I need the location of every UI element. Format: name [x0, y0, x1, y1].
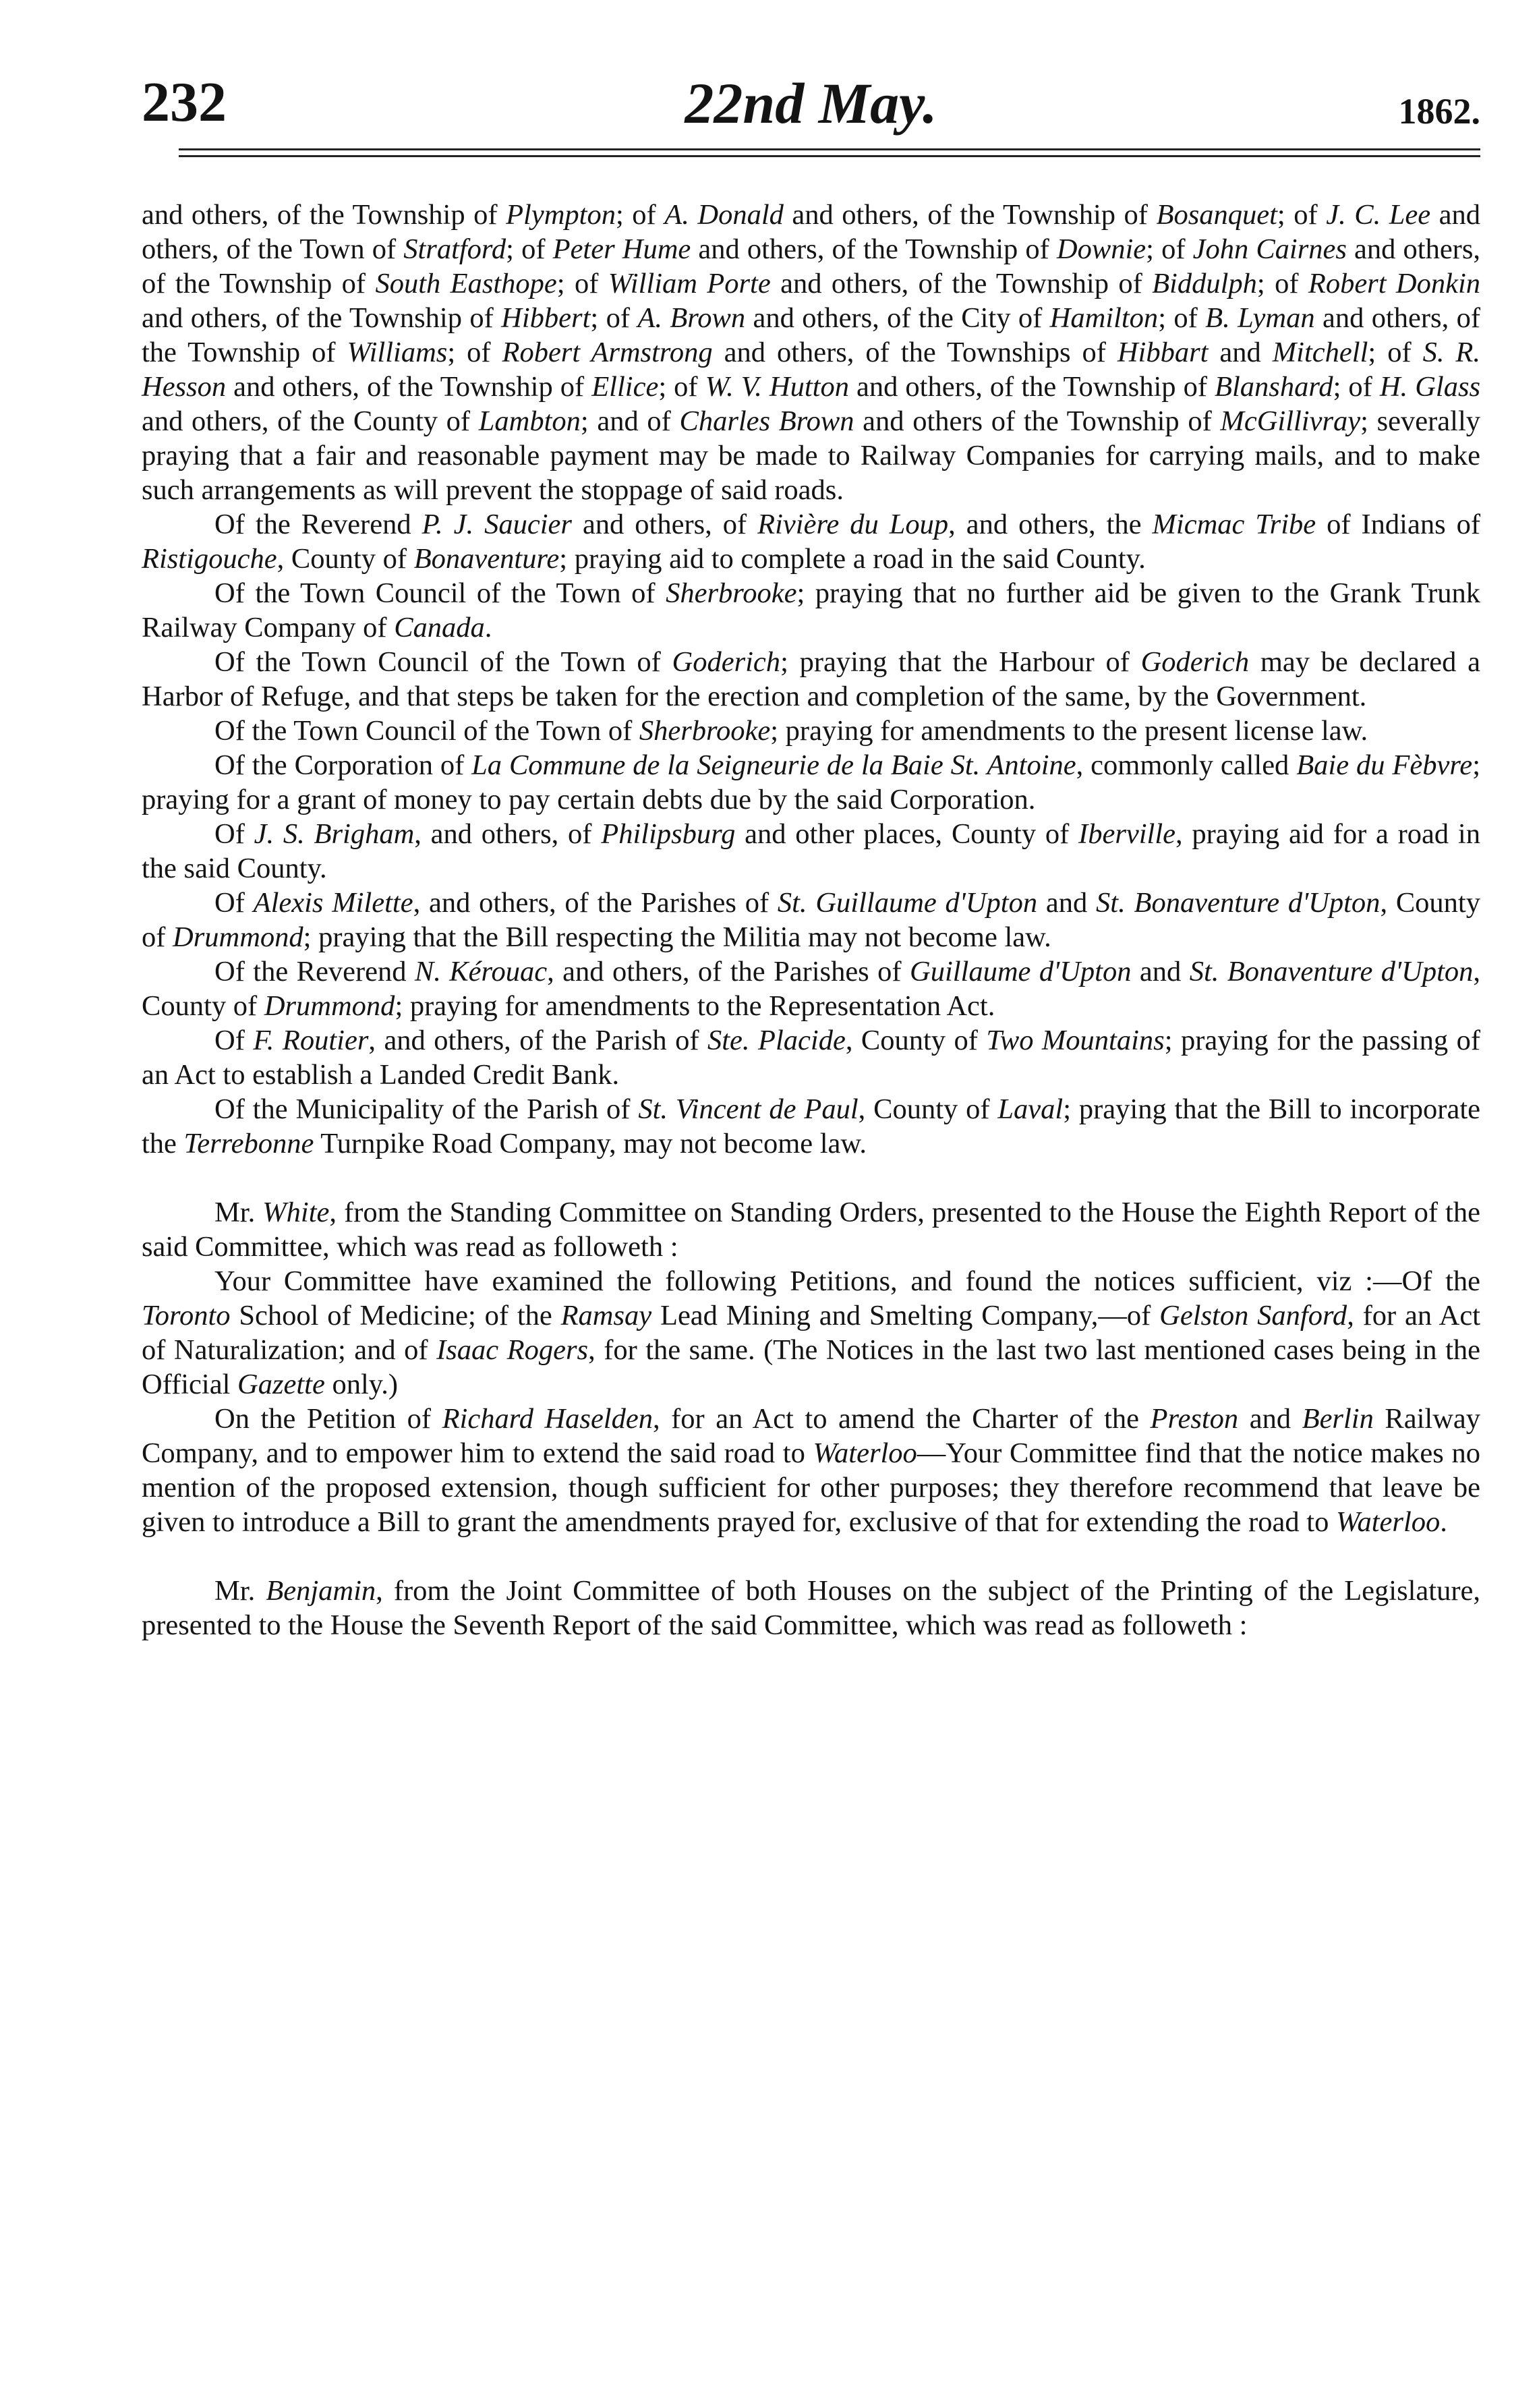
text-run: ; of: [1158, 302, 1206, 334]
text-run: and others, of the County of: [142, 405, 479, 437]
italic-run: Hamilton: [1049, 302, 1159, 334]
text-run: .: [1440, 1506, 1447, 1538]
text-run: Of the Corporation of: [214, 749, 472, 781]
running-year: 1862.: [1398, 91, 1480, 132]
italic-run: St. Bonaventure d'Upton: [1096, 887, 1381, 919]
text-run: , County of: [845, 1025, 987, 1056]
text-run: and others, of the Township of: [142, 302, 502, 334]
italic-run: Bonaventure: [413, 543, 560, 575]
italic-run: J. C. Lee: [1326, 199, 1431, 231]
text-run: ; of: [1256, 268, 1308, 299]
white-report-intro: [142, 1195, 1480, 1264]
text-run: may be declared a Harbor of Refuge, and that steps be taken for the erection and completion of the same, by the Government.: [142, 646, 1480, 712]
italic-run: Peter Hume: [552, 233, 691, 265]
text-run: Of the Reverend: [214, 509, 422, 540]
italic-run: Williams: [347, 337, 448, 368]
italic-run: St. Bonaventure d'Upton: [1189, 956, 1474, 987]
white-report-haselden: [142, 1402, 1480, 1539]
italic-run: F. Routier: [253, 1025, 369, 1056]
italic-run: Baie du Fèbvre: [1296, 749, 1473, 781]
italic-run: Blanshard: [1215, 371, 1333, 403]
text-run: ; praying for the passing of an Act to establish a Landed Credit Bank.: [142, 1025, 1480, 1091]
italic-run: Waterloo: [813, 1437, 917, 1469]
text-run: and others, of: [571, 509, 758, 540]
text-run: ; praying aid to complete a road in the said County.: [559, 543, 1146, 575]
italic-run: P. J. Saucier: [422, 509, 572, 540]
italic-run: W. V. Hutton: [705, 371, 849, 403]
text-run: ; praying that the Bill to incorporate the: [142, 1093, 1480, 1159]
italic-run: Robert Donkin: [1308, 268, 1481, 299]
italic-run: John Cairnes: [1192, 233, 1347, 265]
text-run: Of the Reverend: [214, 956, 415, 987]
text-run: , and others, of the Parish of: [368, 1025, 707, 1056]
text-run: , for an Act to amend the Charter of the: [652, 1403, 1151, 1435]
text-run: , praying aid for a road in the said County.: [142, 818, 1480, 884]
text-run: and others, of the Township of: [848, 371, 1215, 403]
text-run: Of: [214, 887, 254, 919]
italic-run: Downie: [1056, 233, 1146, 265]
page-header: [142, 71, 1480, 148]
text-run: and others, of the Town of: [142, 199, 1481, 265]
petition-brigham: [142, 817, 1480, 886]
text-run: Of the Town Council of the Town of: [214, 577, 666, 609]
petition-st-vincent-de-paul: [142, 1092, 1480, 1161]
italic-run: B. Lyman: [1205, 302, 1315, 334]
page-number: 232: [142, 71, 227, 134]
running-date: 22nd May.: [685, 71, 937, 136]
text-run: and others, of the Township of: [783, 199, 1157, 231]
text-run: Mr.: [214, 1197, 263, 1228]
text-run: ; of: [1277, 199, 1327, 231]
italic-run: Two Mountains: [986, 1025, 1165, 1056]
italic-run: Ramsay: [560, 1300, 652, 1331]
italic-run: S. R. Hesson: [142, 337, 1481, 403]
text-run: ; of: [615, 199, 665, 231]
italic-run: Laval: [997, 1093, 1064, 1125]
text-run: Of the Town Council of the Town of: [214, 646, 672, 678]
text-run: and others, of the Townships of: [712, 337, 1117, 368]
text-run: Your Committee have examined the following Petitions, and found the notices sufficient, viz :—Of the: [214, 1265, 1480, 1297]
italic-run: McGillivray: [1220, 405, 1361, 437]
italic-run: Mitchell: [1272, 337, 1368, 368]
text-run: , for the same. (The Notices in the last two last mentioned cases being in the Official: [142, 1334, 1480, 1400]
text-run: only.): [324, 1369, 399, 1400]
text-run: ; praying for a grant of money to pay certain debts due by the said Corporation.: [142, 749, 1480, 815]
italic-run: Ste. Placide: [707, 1025, 846, 1056]
text-run: , and others, of: [414, 818, 602, 850]
italic-run: Alexis Milette: [253, 887, 413, 919]
header-double-rule: [179, 148, 1480, 157]
page-body: [142, 198, 1480, 1642]
text-run: ; and of: [580, 405, 680, 437]
text-run: , County of: [277, 543, 414, 575]
text-run: Lead Mining and Smelting Company,—of: [651, 1300, 1160, 1331]
italic-run: Richard Haselden: [442, 1403, 653, 1435]
petition-sherbrooke-license: [142, 714, 1480, 748]
text-run: ; of: [447, 337, 502, 368]
text-run: and: [1037, 887, 1097, 919]
text-run: , and others, of the Parishes of: [547, 956, 910, 987]
italic-run: La Commune de la Seigneurie de la Baie St. Antoine: [471, 749, 1076, 781]
italic-run: Preston: [1150, 1403, 1239, 1435]
benjamin-report-intro: [142, 1574, 1480, 1642]
text-run: , for an Act of Naturalization; and of: [142, 1300, 1480, 1366]
journal-page: [142, 71, 1481, 1642]
text-run: Turnpike Road Company, may not become law.: [314, 1128, 867, 1159]
text-run: Of the Town Council of the Town of: [214, 715, 639, 747]
italic-run: Ellice: [591, 371, 659, 403]
text-run: , commonly called: [1076, 749, 1297, 781]
text-run: ; of: [658, 371, 705, 403]
italic-run: St. Vincent de Paul: [638, 1093, 859, 1125]
italic-run: Canada: [394, 612, 485, 643]
italic-run: Benjamin: [266, 1575, 376, 1607]
text-run: and others, of the Township of: [142, 199, 506, 231]
italic-run: Berlin: [1302, 1403, 1374, 1435]
italic-run: Ristigouche: [142, 543, 277, 575]
text-run: and others, of the Township of: [770, 268, 1153, 299]
italic-run: Toronto: [142, 1300, 231, 1331]
text-run: and: [1131, 956, 1190, 987]
italic-run: William Porte: [608, 268, 771, 299]
text-run: and others, of the Township of: [691, 233, 1057, 265]
petition-saucier: [142, 507, 1480, 576]
text-run: ; severally praying that a fair and reasonable payment may be made to Railway Companies for carrying mails, and to make such arrangements as will prevent the stoppage of said roads.: [142, 405, 1481, 506]
text-run: , and others, of the Parishes of: [413, 887, 778, 919]
italic-run: Goderich: [672, 646, 781, 678]
petition-goderich: [142, 645, 1480, 714]
text-run: ; praying that the Bill respecting the Militia may not become law.: [303, 921, 1051, 953]
italic-run: N. Kérouac: [414, 956, 548, 987]
text-run: Of: [214, 1025, 254, 1056]
text-run: and others, of the City of: [745, 302, 1050, 334]
text-run: Mr.: [214, 1575, 266, 1607]
text-run: ; of: [506, 233, 553, 265]
italic-run: Goderich: [1140, 646, 1250, 678]
text-run: , and others, the: [948, 509, 1153, 540]
text-run: , from the Joint Committee of both Houses on the subject of the Printing of the Legislature, presented to the House the Seventh Report of the said Committee, which was read as followeth :: [142, 1575, 1480, 1641]
italic-run: H. Glass: [1379, 371, 1481, 403]
text-run: and others, of the Township of: [142, 233, 1481, 299]
italic-run: A. Donald: [664, 199, 784, 231]
text-run: —Your Committee find that the notice makes no mention of the proposed extension, though sufficient for other purposes; they therefore recommend that leave be given to introduce a Bill to grant the amendments prayed for, exclusive of that for extending the road to: [142, 1437, 1480, 1538]
text-run: ; of: [1333, 371, 1380, 403]
italic-run: Plympton: [506, 199, 616, 231]
text-run: ; praying for amendments to the Representation Act.: [395, 990, 995, 1022]
text-run: ; praying that the Harbour of: [780, 646, 1141, 678]
text-run: , County of: [142, 887, 1480, 953]
italic-run: Charles Brown: [679, 405, 854, 437]
petition-baie-st-antoine: [142, 748, 1480, 817]
text-run: and others, of the Township of: [226, 371, 592, 403]
italic-run: White: [262, 1197, 330, 1228]
italic-run: Sherbrooke: [639, 715, 771, 747]
text-run: , County of: [858, 1093, 998, 1125]
italic-run: Iberville: [1078, 818, 1176, 850]
petition-sherbrooke-grand-trunk: [142, 576, 1480, 645]
italic-run: Micmac Tribe: [1152, 509, 1316, 540]
petition-continuation: [142, 198, 1480, 507]
text-run: , from the Standing Committee on Standing Orders, presented to the House the Eighth Report of the said Committee, which was read as followeth :: [142, 1197, 1480, 1263]
italic-run: Biddulph: [1152, 268, 1257, 299]
text-run: School of Medicine; of the: [230, 1300, 561, 1331]
text-run: and: [1238, 1403, 1302, 1435]
italic-run: Isaac Rogers: [436, 1334, 589, 1366]
text-run: Of: [214, 818, 254, 850]
italic-run: Lambton: [478, 405, 581, 437]
text-run: .: [484, 612, 492, 643]
italic-run: Gelston Sanford: [1159, 1300, 1347, 1331]
text-run: ; of: [556, 268, 608, 299]
italic-run: Terrebonne: [183, 1128, 314, 1159]
text-run: of Indians of: [1316, 509, 1480, 540]
text-run: and others, of the Township of: [142, 302, 1480, 368]
text-run: and: [1208, 337, 1273, 368]
italic-run: Hibbert: [501, 302, 591, 334]
petition-milette: [142, 886, 1480, 954]
italic-run: Drummond: [173, 921, 303, 953]
text-run: , County of: [142, 956, 1481, 1022]
text-run: ; of: [590, 302, 638, 334]
text-run: ; praying that no further aid be given to the Grank Trunk Railway Company of: [142, 577, 1480, 643]
text-run: Railway Company, and to empower him to extend the said road to: [142, 1403, 1480, 1469]
italic-run: South Easthope: [375, 268, 557, 299]
italic-run: Philipsburg: [601, 818, 736, 850]
italic-run: Waterloo: [1335, 1506, 1441, 1538]
italic-run: St. Guillaume d'Upton: [777, 887, 1038, 919]
italic-run: Drummond: [264, 990, 395, 1022]
italic-run: J. S. Brigham: [254, 818, 415, 850]
text-run: ; of: [1368, 337, 1423, 368]
petition-kerouac: [142, 954, 1480, 1023]
italic-run: Bosanquet: [1156, 199, 1277, 231]
text-run: and others of the Township of: [854, 405, 1221, 437]
text-run: On the Petition of: [214, 1403, 442, 1435]
italic-run: Stratford: [403, 233, 506, 265]
italic-run: Hibbart: [1117, 337, 1209, 368]
italic-run: A. Brown: [637, 302, 746, 334]
text-run: ; praying for amendments to the present license law.: [770, 715, 1368, 747]
white-report-notices: [142, 1264, 1480, 1402]
italic-run: Rivière du Loup: [757, 509, 949, 540]
text-run: and other places, County of: [735, 818, 1079, 850]
text-run: Of the Municipality of the Parish of: [214, 1093, 639, 1125]
petition-routier: [142, 1023, 1480, 1092]
italic-run: Sherbrooke: [666, 577, 797, 609]
italic-run: Gazette: [237, 1369, 325, 1400]
italic-run: Robert Armstrong: [502, 337, 713, 368]
italic-run: Guillaume d'Upton: [910, 956, 1132, 987]
text-run: ; of: [1146, 233, 1193, 265]
